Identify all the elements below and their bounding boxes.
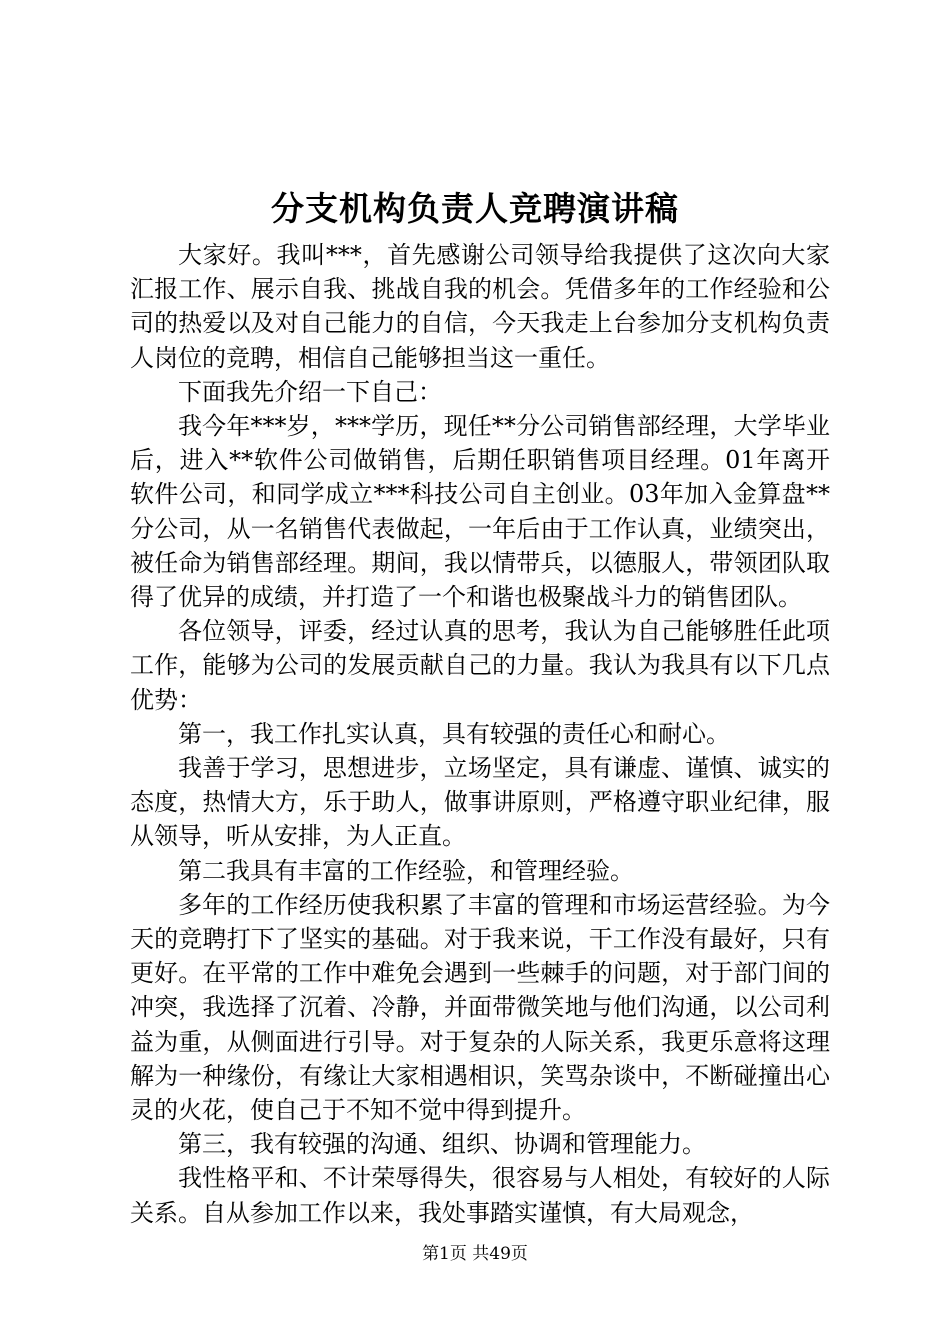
paragraph-greeting: 大家好。我叫***，首先感谢公司领导给我提供了这次向大家汇报工作、展示自我、挑战自我的机会。凭借多年的工作经验和公司的热爱以及对自己能力的自信，今天我走上台参加分支机构负责人岗位的竞聘，相信自己能够担当这一重任。 (130, 241, 830, 372)
paragraph-advantages-lead: 各位领导，评委，经过认真的思考，我认为自己能够胜任此项工作，能够为公司的发展贡献自己的力量。我认为我具有以下几点优势： (130, 617, 830, 714)
paragraph-self-introduction: 我今年***岁，***学历，现任**分公司销售部经理，大学毕业后，进入**软件公司做销售，后期任职销售项目经理。01年离开软件公司，和同学成立***科技公司自主创业。03年加入金算盘**分公司，从一名销售代表做起，一年后由于工作认真，业绩突出，被任命为销售部经理。期间，我以情带兵，以德服人，带领团队取得了优异的成绩，并打造了一个和谐也极聚战斗力的销售团队。 (130, 412, 830, 612)
paragraph-point-one-detail: 我善于学习，思想进步，立场坚定，具有谦虚、谨慎、诚实的态度，热情大方，乐于助人，做事讲原则，严格遵守职业纪律，服从领导，听从安排，为人正直。 (130, 754, 830, 851)
document-body (130, 238, 830, 1230)
document-title: 分支机构负责人竞聘演讲稿 (271, 189, 679, 228)
paragraph-point-three-detail: 我性格平和、不计荣辱得失，很容易与人相处，有较好的人际关系。自从参加工作以来，我处事踏实谨慎，有大局观念， (130, 1164, 830, 1227)
paragraph-intro-lead: 下面我先介绍一下自己： (178, 377, 442, 406)
paragraph-point-three: 第三，我有较强的沟通、组织、协调和管理能力。 (178, 1130, 706, 1159)
paragraph-point-one: 第一，我工作扎实认真，具有较强的责任心和耐心。 (178, 719, 730, 748)
paragraph-point-two-detail: 多年的工作经历使我积累了丰富的管理和市场运营经验。为今天的竞聘打下了坚实的基础。对于我来说，干工作没有最好，只有更好。在平常的工作中难免会遇到一些棘手的问题，对于部门间的冲突，我选择了沉着、冷静，并面带微笑地与他们沟通，以公司利益为重，从侧面进行引导。对于复杂的人际关系，我更乐意将这理解为一种缘份，有缘让大家相遇相识，笑骂杂谈中，不断碰撞出心灵的火花，使自己于不知不觉中得到提升。 (130, 890, 830, 1125)
paragraph-point-two: 第二我具有丰富的工作经验，和管理经验。 (178, 856, 634, 885)
page-number-footer: 第1页 共49页 (422, 1244, 528, 1264)
